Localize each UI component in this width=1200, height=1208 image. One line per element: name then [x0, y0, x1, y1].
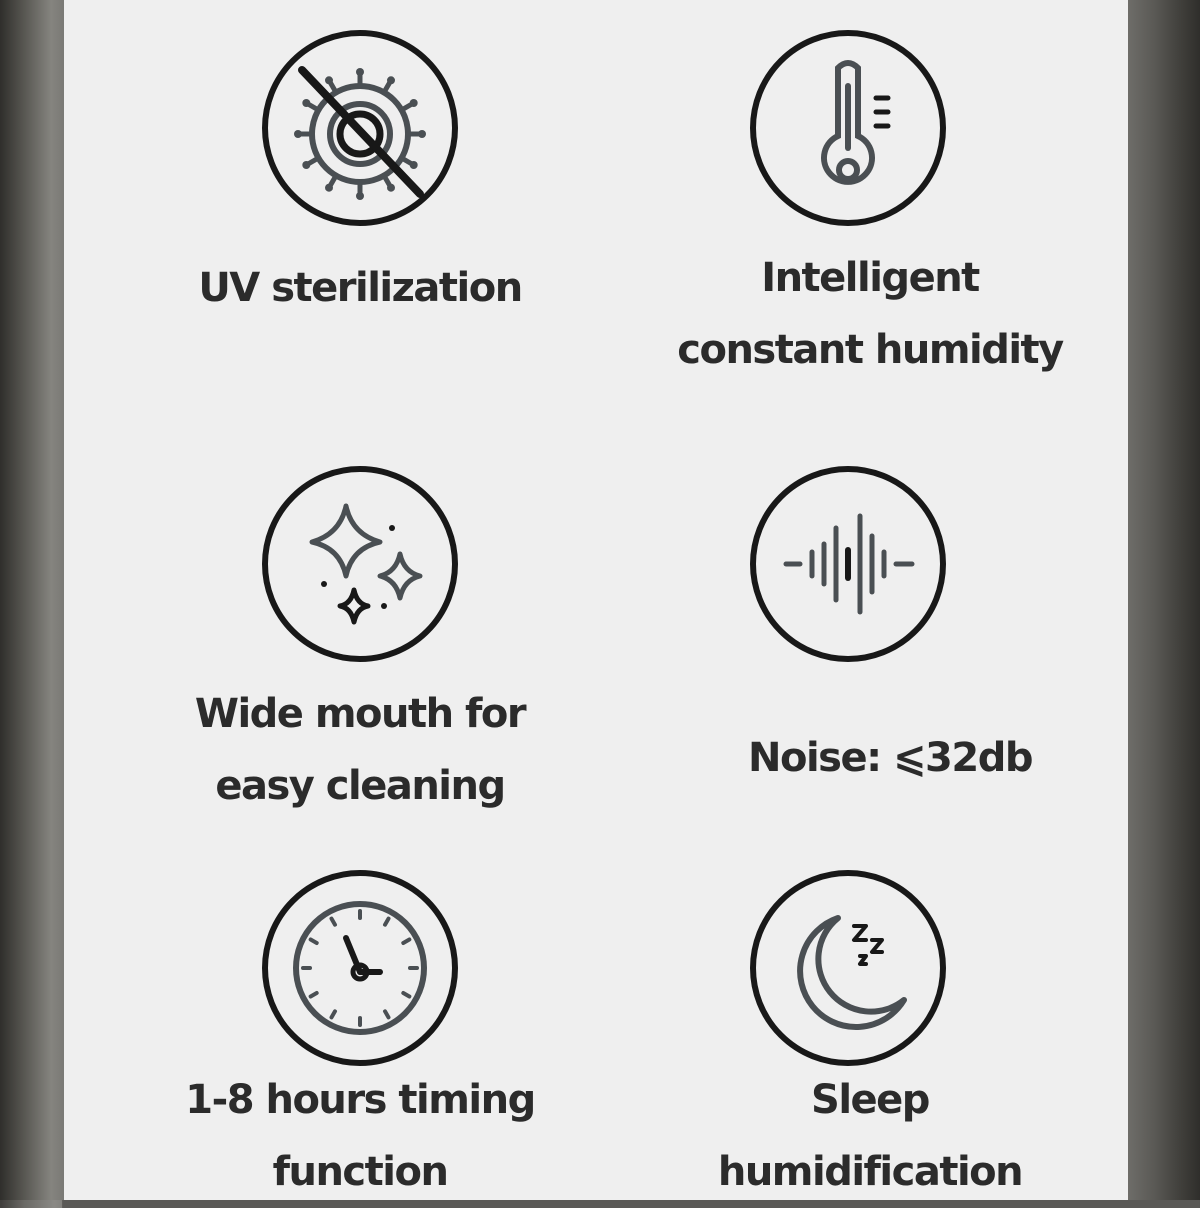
- label-line: function: [272, 1149, 448, 1195]
- label-line: Sleep: [811, 1077, 929, 1123]
- feature-label-intelligent-humidity: [670, 242, 1070, 386]
- label-line: UV sterilization: [198, 265, 522, 311]
- clock-icon: [262, 870, 458, 1066]
- sparkles-icon: [262, 466, 458, 662]
- feature-label-uv-sterilization: [180, 252, 540, 324]
- label-line: Noise: ⩽32db: [748, 735, 1032, 781]
- label-line: easy cleaning: [215, 763, 505, 809]
- sound-wave-icon: [750, 466, 946, 662]
- label-line: constant humidity: [677, 327, 1063, 373]
- uv-sterilization-icon: [262, 30, 458, 226]
- thermometer-icon: [750, 30, 946, 226]
- feature-label-noise: [700, 722, 1080, 794]
- label-line: 1-8 hours timing: [185, 1077, 535, 1123]
- label-line: Wide mouth for: [194, 691, 526, 737]
- background-right-edge: [1128, 0, 1200, 1200]
- feature-label-timing: [160, 1064, 560, 1208]
- feature-panel: [64, 0, 1128, 1200]
- moon-sleep-icon: [750, 870, 946, 1066]
- background-left-edge: [0, 0, 64, 1200]
- label-line: humidification: [717, 1149, 1023, 1195]
- feature-label-sleep: [680, 1064, 1060, 1208]
- label-line: Intelligent: [761, 255, 979, 301]
- feature-label-wide-mouth: [170, 678, 550, 822]
